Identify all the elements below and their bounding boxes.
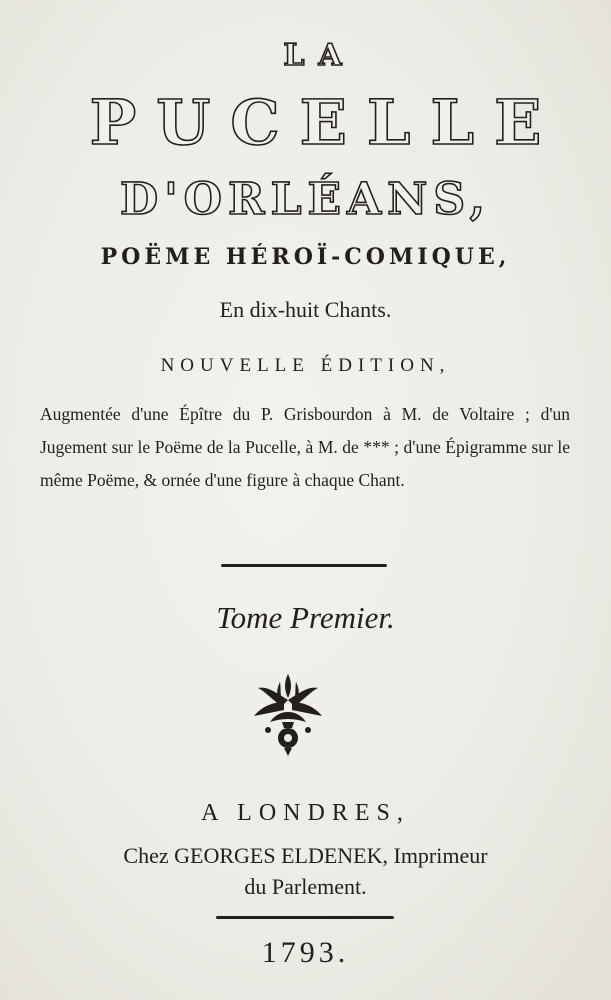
title-line-dorleans: D'ORLÉANS,	[120, 174, 491, 225]
edition-description: Augmentée d'une Épître du P. Grisbourdon à M. de Voltaire ; d'un Jugement sur le Poëme de la Pucelle, à M. de *** ; d'une Épigramme sur le même Poëme, & ornée d'une figure à chaque Chant.	[40, 404, 570, 490]
publisher-line-2: du Parlement.	[244, 874, 367, 899]
subtitle: POËME HÉROÏ-COMIQUE,	[100, 244, 511, 270]
title-line-la: LA	[283, 38, 356, 73]
publication-year: 1793.	[261, 936, 350, 969]
place-of-publication: A LONDRES,	[201, 800, 410, 826]
volume-title: Tome Premier.	[216, 600, 395, 635]
edition-line: NOUVELLE ÉDITION,	[160, 355, 451, 376]
divider-rule-bottom	[216, 916, 394, 919]
fleuron-icon	[248, 672, 328, 758]
divider-rule-top	[221, 564, 387, 567]
title-line-pucelle: PUCELLE	[89, 86, 562, 159]
publisher-line: Chez GEORGES ELDENEK, Imprimeur	[123, 843, 488, 868]
cantos-line: En dix-huit Chants.	[219, 297, 392, 322]
